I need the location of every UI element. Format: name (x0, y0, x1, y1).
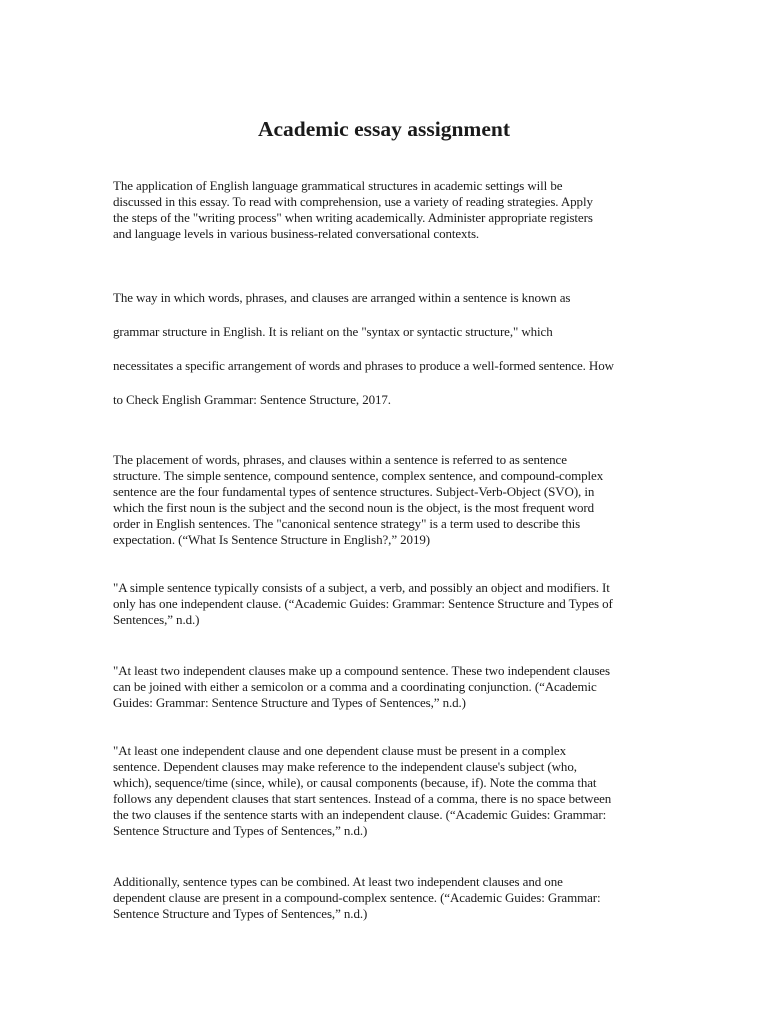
paragraph-line: "At least one independent clause and one dependent clause must be present in a complex (113, 743, 566, 758)
paragraph-line: The application of English language grammatical structures in academic settings will be (113, 178, 563, 193)
paragraph-line: structure. The simple sentence, compound sentence, complex sentence, and compound-complex (113, 468, 604, 483)
paragraph-line: The way in which words, phrases, and clauses are arranged within a sentence is known as (113, 290, 571, 305)
paragraph-line: and language levels in various business-related conversational contexts. (113, 226, 480, 241)
paragraph-line: Guides: Grammar: Sentence Structure and Types of Sentences,” n.d.) (113, 695, 466, 710)
paragraph-line: Sentence Structure and Types of Sentences,” n.d.) (113, 823, 368, 838)
paragraph-line: the steps of the "writing process" when writing academically. Administer appropriate registers (113, 210, 593, 225)
paragraph-compound-complex (113, 874, 663, 922)
paragraph-line: dependent clause are present in a compound-complex sentence. (“Academic Guides: Grammar: (113, 890, 601, 905)
document-title: Academic essay assignment (257, 117, 510, 141)
paragraph-line: to Check English Grammar: Sentence Structure, 2017. (113, 392, 391, 407)
paragraph-line: which), sequence/time (since, while), or causal components (because, if). Note the comma that (113, 775, 597, 790)
paragraph-line: sentence are the four fundamental types of sentence structures. Subject-Verb-Object (SVO), in (113, 484, 595, 499)
paragraph-simple-sentence (113, 580, 663, 628)
paragraph-line: discussed in this essay. To read with comprehension, use a variety of reading strategies. Apply (113, 194, 593, 209)
paragraph-grammar-structure (113, 290, 663, 408)
paragraph-line: can be joined with either a semicolon or a comma and a coordinating conjunction. (“Academic (113, 679, 597, 694)
paragraph-compound-sentence (113, 663, 663, 711)
paragraph-sentence-structure (113, 452, 663, 548)
paragraph-line: The placement of words, phrases, and clauses within a sentence is referred to as sentence (113, 452, 567, 467)
paragraph-line: order in English sentences. The "canonical sentence strategy" is a term used to describe this (113, 516, 581, 531)
paragraph-line: Sentences,” n.d.) (113, 612, 200, 627)
paragraph-line: follows any dependent clauses that start sentences. Instead of a comma, there is no space between (113, 791, 612, 806)
paragraph-line: Sentence Structure and Types of Sentences,” n.d.) (113, 906, 368, 921)
paragraph-intro (113, 178, 663, 242)
paragraph-line: sentence. Dependent clauses may make reference to the independent clause's subject (who, (113, 759, 577, 774)
paragraph-line: "At least two independent clauses make up a compound sentence. These two independent clauses (113, 663, 610, 678)
paragraph-complex-sentence (113, 743, 663, 839)
paragraph-line: expectation. (“What Is Sentence Structure in English?,” 2019) (113, 532, 430, 547)
paragraph-line: "A simple sentence typically consists of a subject, a verb, and possibly an object and modifiers. It (113, 580, 610, 595)
paragraph-line: necessitates a specific arrangement of words and phrases to produce a well-formed sentence. How (113, 358, 614, 373)
paragraph-line: which the first noun is the subject and the second noun is the object, is the most frequent word (113, 500, 595, 515)
paragraph-line: only has one independent clause. (“Academic Guides: Grammar: Sentence Structure and Types of (113, 596, 613, 611)
paragraph-line: Additionally, sentence types can be combined. At least two independent clauses and one (113, 874, 563, 889)
paragraph-line: grammar structure in English. It is reliant on the "syntax or syntactic structure," which (113, 324, 553, 339)
paragraph-line: the two clauses if the sentence starts with an independent clause. (“Academic Guides: Grammar: (113, 807, 607, 822)
